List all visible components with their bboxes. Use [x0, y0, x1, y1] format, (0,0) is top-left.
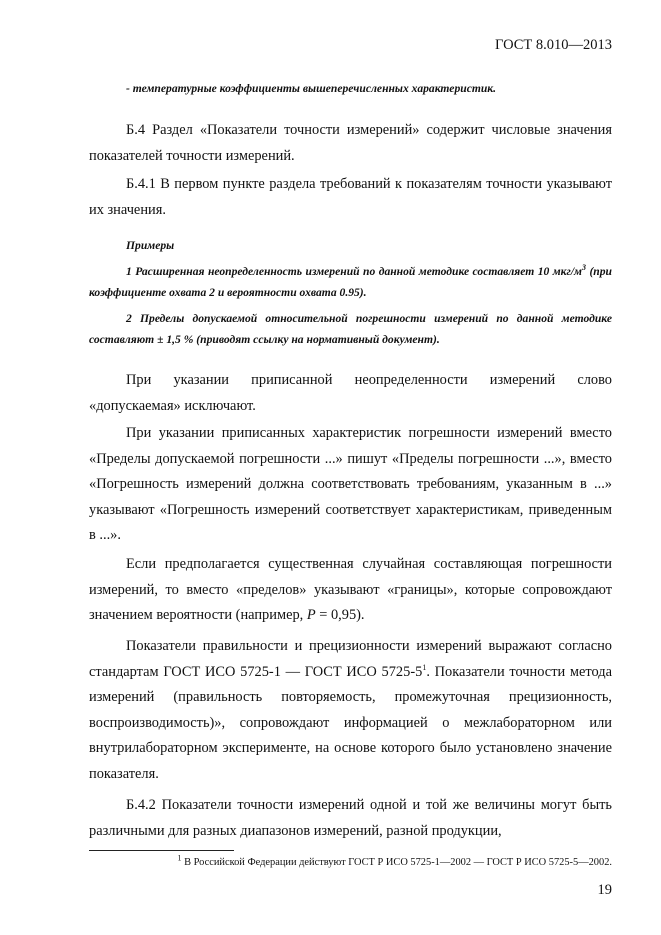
paragraph-precision-text: Показатели правильности и прецизионности измерений выражают согласно стандартам ГОСТ ИСО 5725-1 — ГОСТ ИСО 5725-5	[89, 638, 612, 680]
footnote-divider	[89, 850, 234, 851]
paragraph-random-component-text: Если предполагается существенная случайная составляющая погрешности измерений, то вместо «пределов» указывают «границы», которые сопровождают значением вероятности (например,	[89, 556, 612, 623]
example-1-tail: (при коэффициенте охвата 2 и вероятности охвата 0.95).	[89, 265, 613, 299]
paragraph-b4: Б.4 Раздел «Показатели точности измерений» содержит числовые значения показателей точности измерений.	[89, 122, 612, 164]
bullet-temperature-coefficients: - температурные коэффициенты вышеперечисленных характеристик.	[126, 82, 497, 95]
footnote-1	[89, 853, 612, 868]
paragraph-precision-indicators	[89, 634, 612, 787]
paragraph-error-characteristics: При указании приписанных характеристик погрешности измерений вместо «Пределы допускаемой погрешности ...» пишут «Пределы погрешности ...», вместо «Погрешность измерений должна соответствовать требованиям, указанным в ...» указывают «Погрешность измерений соответствует характеристикам, приведенным в ...».	[89, 425, 612, 543]
page-number: 19	[597, 882, 612, 898]
example-1-superscript: 3	[582, 263, 587, 273]
paragraph-b4-1: Б.4.1 В первом пункте раздела требований к показателям точности указывают их значения.	[89, 176, 612, 218]
paragraph-b4-2: Б.4.2 Показатели точности измерений одной и той же величины могут быть различными для разных диапазонов измерений, разной продукции,	[89, 797, 612, 839]
footnote-reference-1: 1	[422, 662, 427, 672]
example-1-text: 1 Расширенная неопределенность измерений по данной методике составляет 10 мкг/м	[126, 265, 583, 278]
example-1	[89, 261, 612, 303]
footnote-text: В Российской Федерации действуют ГОСТ Р ИСО 5725-1—2002 — ГОСТ Р ИСО 5725-5—2002.	[181, 857, 612, 868]
example-2: 2 Пределы допускаемой относительной погрешности измерений по данной методике составляют ± 1,5 % (приводят ссылку на нормативный документ).	[89, 312, 612, 346]
paragraph-random-component	[89, 552, 612, 629]
paragraph-random-component-tail: = 0,95).	[315, 607, 365, 623]
page-header-doc-code: ГОСТ 8.010—2013	[495, 37, 612, 53]
examples-title: Примеры	[126, 239, 175, 252]
paragraph-uncertainty: При указании приписанной неопределенности измерений слово «допускаемая» исключают.	[89, 372, 612, 414]
footnote-mark: 1	[177, 853, 182, 863]
probability-variable: P	[306, 607, 316, 623]
paragraph-precision-tail: . Показатели точности метода измерений (правильность повторяемость, промежуточная прецизионность, воспроизводимость)», сопровождают информацией о межлабораторном или внутрилабораторном эксперименте, на основе которого было установлено значение показателя.	[89, 663, 613, 782]
